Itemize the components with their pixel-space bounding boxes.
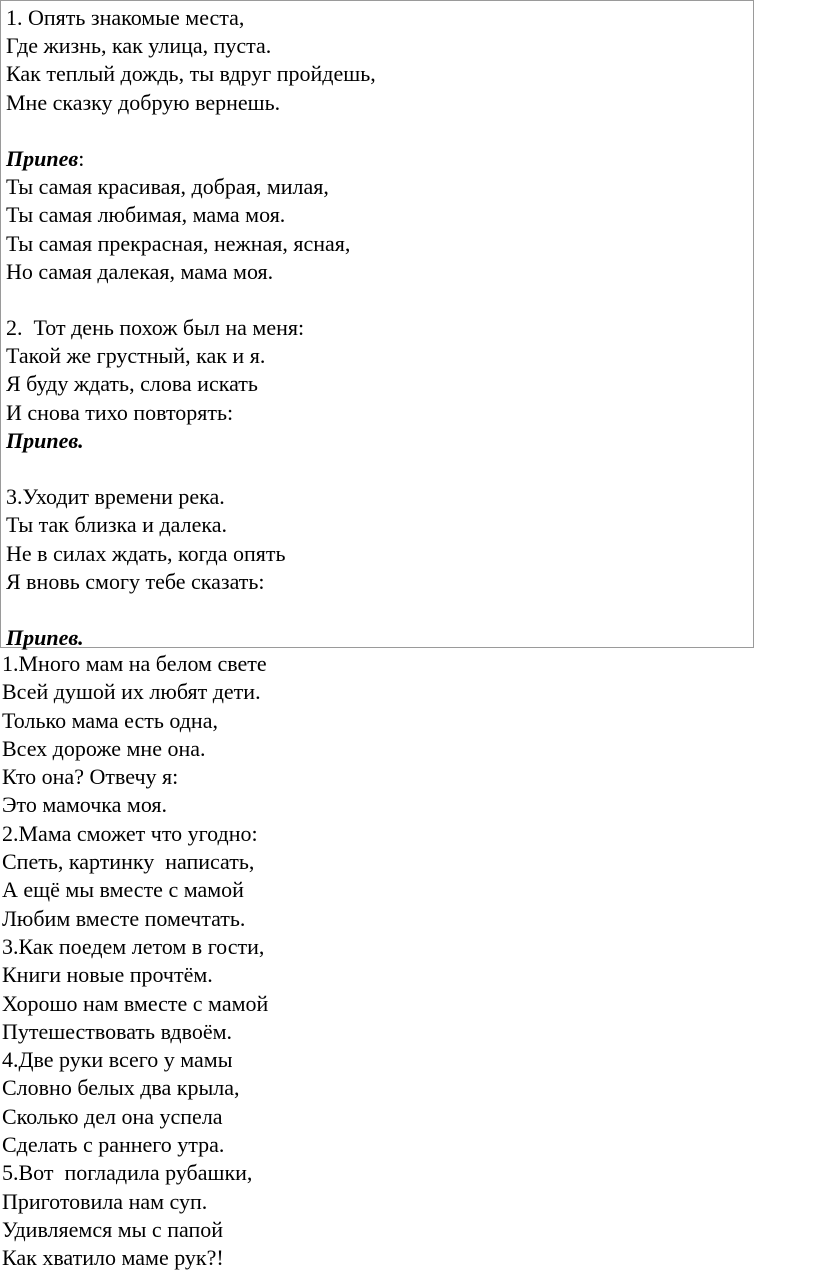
song2-line: Словно белых два крыла, bbox=[2, 1075, 240, 1101]
chorus-label: Припев bbox=[6, 145, 79, 171]
verse2-line: И снова тихо повторять: bbox=[6, 399, 234, 425]
song2-line: Всех дороже мне она. bbox=[2, 735, 206, 761]
blank-line bbox=[6, 596, 753, 624]
chorus-line: Ты самая прекрасная, нежная, ясная, bbox=[6, 230, 351, 256]
song2-line: 5.Вот погладила рубашки, bbox=[2, 1160, 253, 1186]
song2-text bbox=[2, 650, 268, 1273]
song2-line: 4.Две руки всего у мамы bbox=[2, 1047, 233, 1073]
verse3-line: Не в силах ждать, когда опять bbox=[6, 540, 286, 566]
chorus-line: Ты самая любимая, мама моя. bbox=[6, 202, 286, 228]
song2-line: Спеть, картинку написать, bbox=[2, 849, 255, 875]
verse3-line: 3.Уходит времени река. bbox=[6, 484, 225, 510]
verse2-line: Такой же грустный, как и я. bbox=[6, 343, 266, 369]
song1-box bbox=[0, 0, 754, 651]
song2-line: Приготовила нам суп. bbox=[2, 1188, 208, 1214]
verse1-line: Как теплый дождь, ты вдруг пройдешь, bbox=[6, 61, 376, 87]
song2-line: Любим вместе помечтать. bbox=[2, 905, 246, 931]
song2-line: 1.Много мам на белом свете bbox=[2, 651, 267, 676]
chorus-line: Но самая далекая, мама моя. bbox=[6, 258, 274, 284]
verse1-line: Где жизнь, как улица, пуста. bbox=[6, 33, 272, 59]
chorus-heading bbox=[6, 145, 753, 173]
chorus-colon: : bbox=[78, 145, 85, 171]
chorus-line: Ты самая красивая, добрая, милая, bbox=[6, 174, 329, 200]
song2-line: А ещё мы вместе с мамой bbox=[2, 877, 244, 903]
song2-line: Книги новые прочтём. bbox=[2, 962, 213, 988]
song2-line: Только мама есть одна, bbox=[2, 707, 218, 733]
chorus-reference: Припев. bbox=[6, 427, 84, 453]
blank-line bbox=[6, 286, 753, 314]
verse2-line: 2. Тот день похож был на меня: bbox=[6, 315, 305, 341]
song2-line: Удивляемся мы с папой bbox=[2, 1216, 223, 1242]
verse3-line: Я вновь смогу тебе сказать: bbox=[6, 568, 265, 594]
song2-line: 3.Как поедем летом в гости, bbox=[2, 933, 265, 959]
song2-line: Как хватило маме рук?! bbox=[2, 1245, 224, 1271]
verse3-line: Ты так близка и далека. bbox=[6, 512, 227, 538]
blank-line bbox=[6, 117, 753, 145]
verse2-line: Я буду ждать, слова искать bbox=[6, 371, 258, 397]
song2-line: Это мамочка моя. bbox=[2, 792, 168, 818]
song2-line: Сколько дел она успела bbox=[2, 1103, 223, 1129]
song2-line: Путешествовать вдвоём. bbox=[2, 1018, 233, 1044]
song2-line: Кто она? Отвечу я: bbox=[2, 764, 179, 790]
chorus-reference: Припев. bbox=[6, 625, 84, 651]
song2-line: Всей душой их любят дети. bbox=[2, 679, 261, 705]
song2-line: Сделать с раннего утра. bbox=[2, 1132, 225, 1158]
song2-line: 2.Мама сможет что угодно: bbox=[2, 820, 258, 846]
blank-line bbox=[6, 455, 753, 483]
song2-line: Хорошо нам вместе с мамой bbox=[2, 990, 269, 1016]
verse1-line: Мне сказку добрую вернешь. bbox=[6, 89, 281, 115]
verse1-line: 1. Опять знакомые места, bbox=[6, 5, 245, 30]
